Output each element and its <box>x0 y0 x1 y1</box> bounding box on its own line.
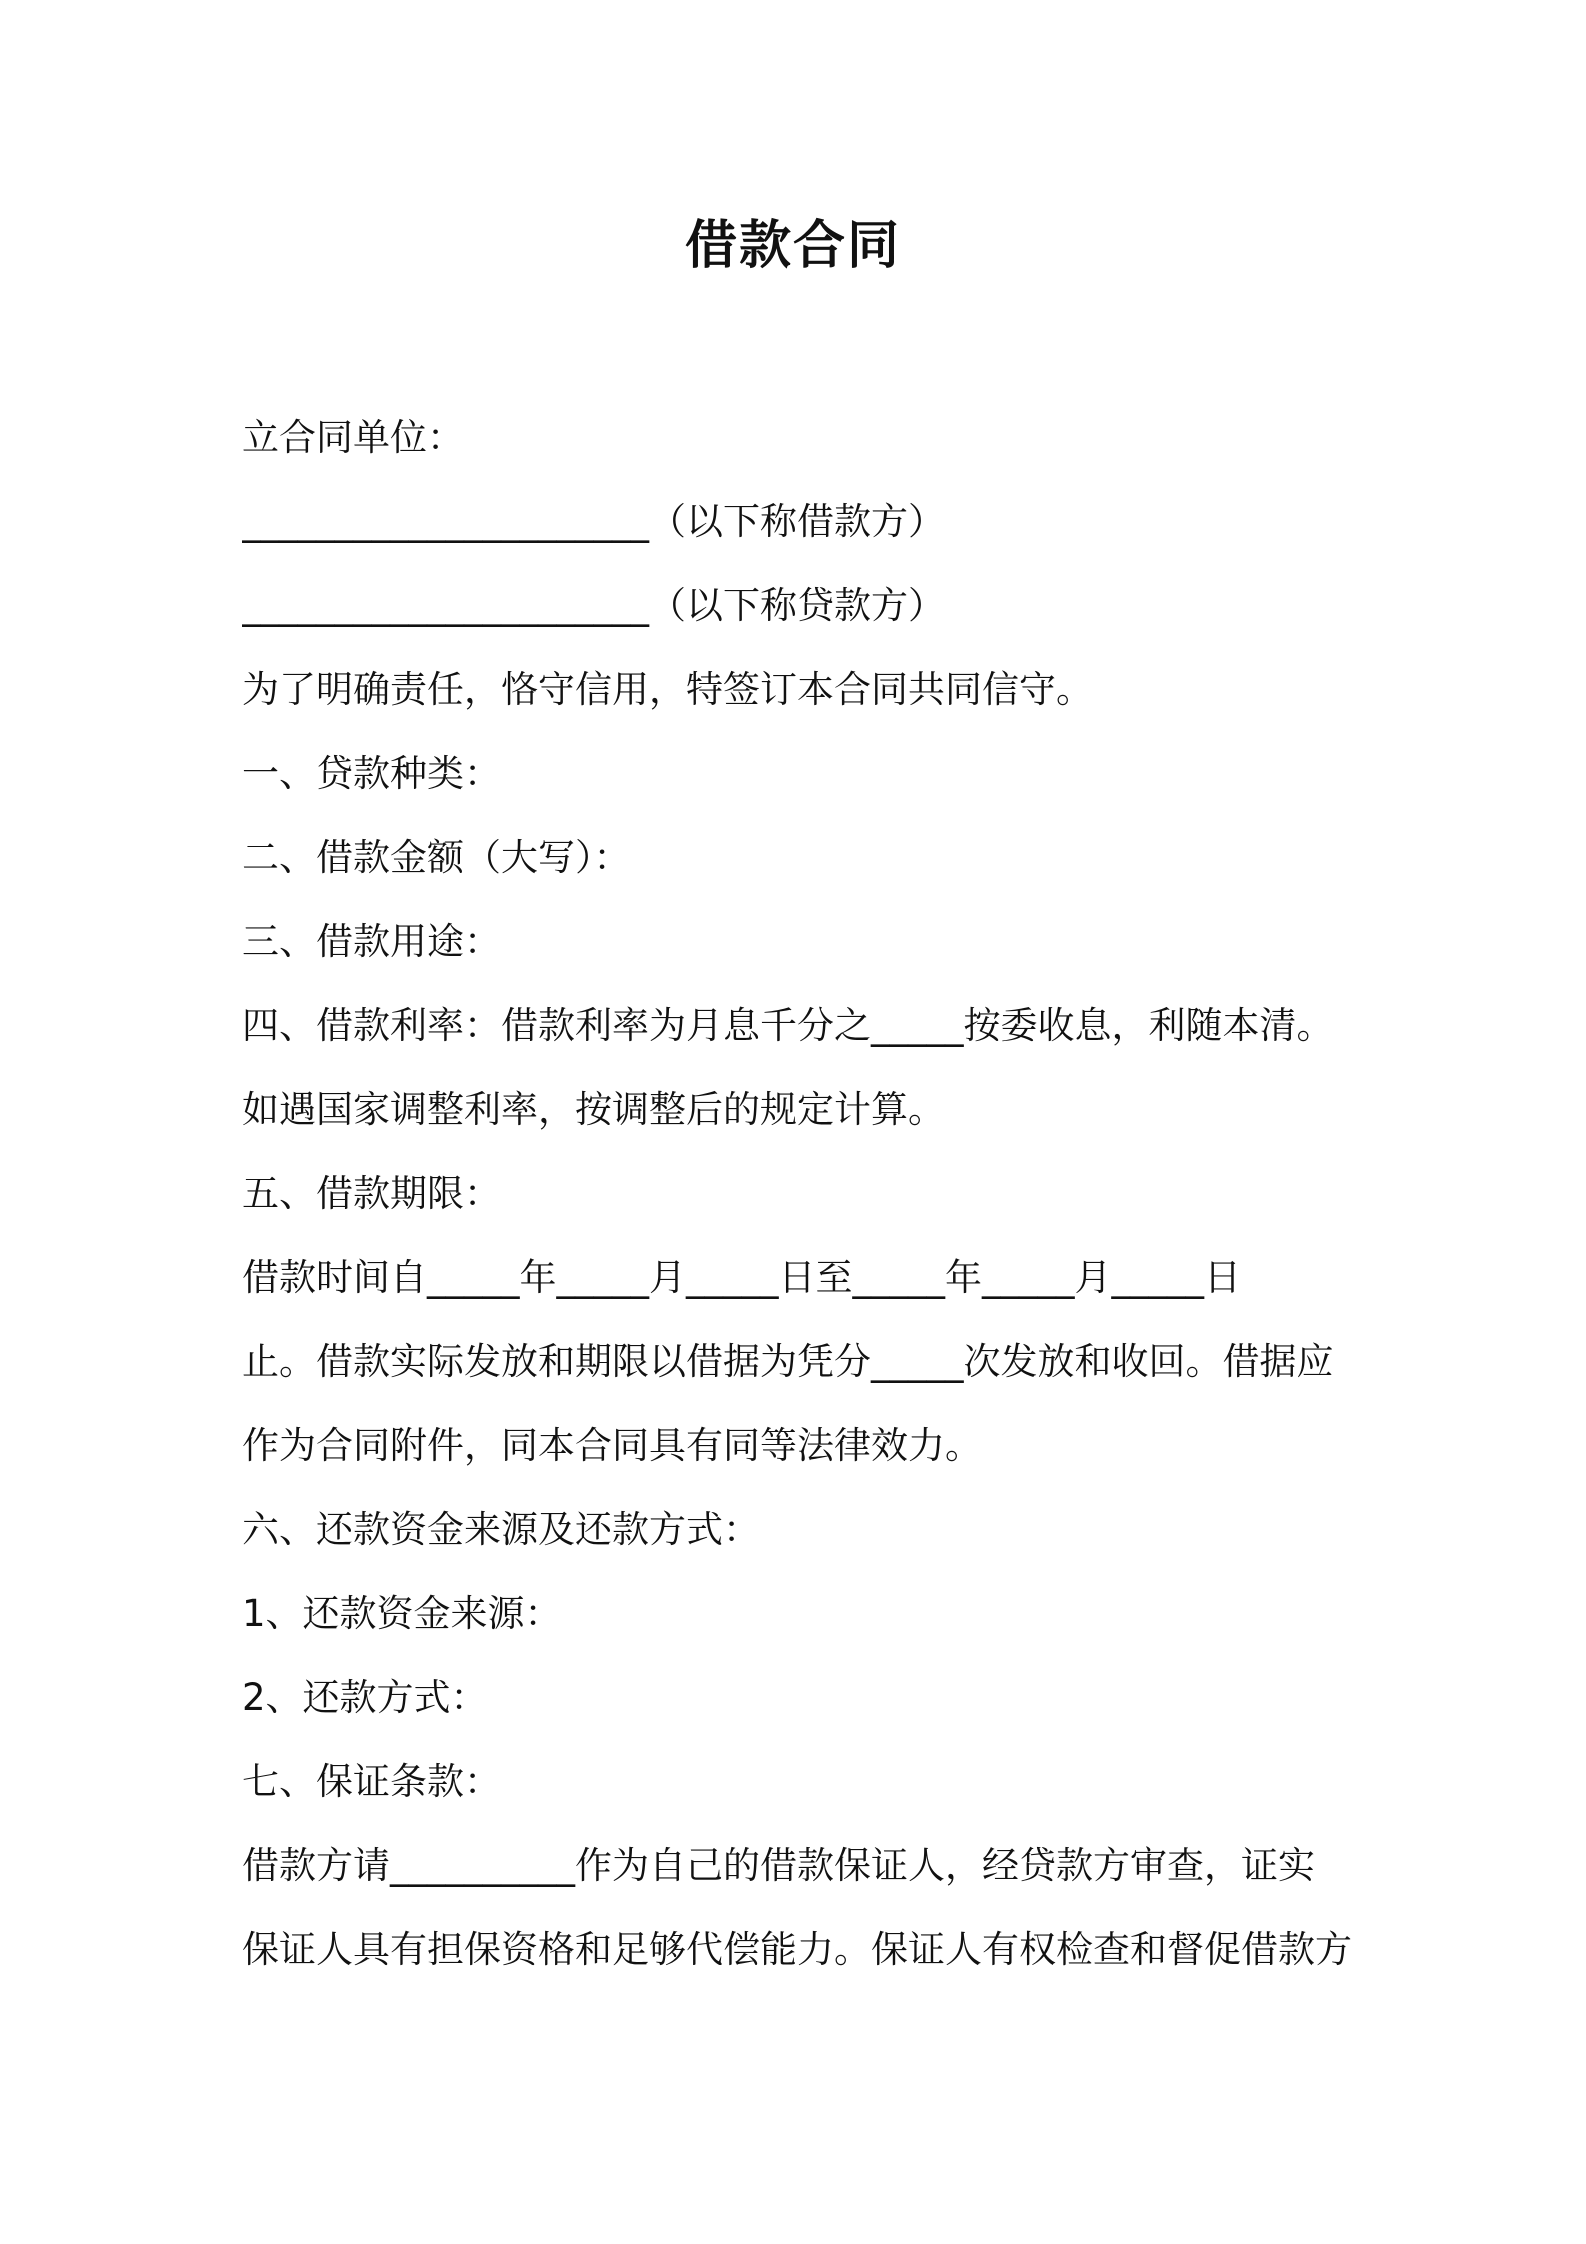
clause-loan-term: 五、借款期限： <box>242 1172 501 1215</box>
borrower-line: ______________________（以下称借款方） <box>242 500 945 543</box>
repayment-method: 2、还款方式： <box>242 1676 488 1719</box>
clause-loan-purpose: 三、借款用途： <box>242 920 501 963</box>
document-title: 借款合同 <box>684 216 901 276</box>
party-heading: 立合同单位： <box>242 416 464 459</box>
lender-line: ______________________（以下称贷款方） <box>242 584 945 627</box>
loan-term-disbursement: 止。借款实际发放和期限以借据为凭分_____次发放和收回。借据应 <box>242 1340 1334 1383</box>
document-body <box>242 402 1352 1998</box>
preamble-line: 为了明确责任，恪守信用，特签订本合同共同信守。 <box>242 668 1093 711</box>
clause-interest-rate-continued: 如遇国家调整利率，按调整后的规定计算。 <box>242 1088 945 1131</box>
clause-loan-amount: 二、借款金额（大写）： <box>242 836 631 879</box>
loan-term-dates: 借款时间自_____年_____月_____日至_____年_____月_____日 <box>242 1256 1241 1299</box>
guarantee-text-2: 保证人具有担保资格和足够代偿能力。保证人有权检查和督促借款方 <box>242 1928 1352 1971</box>
clause-interest-rate: 四、借款利率：借款利率为月息千分之_____按委收息，利随本清。 <box>242 1004 1334 1047</box>
loan-term-attachment: 作为合同附件，同本合同具有同等法律效力。 <box>242 1424 982 1467</box>
repayment-source: 1、还款资金来源： <box>242 1592 562 1635</box>
guarantee-text-1: 借款方请__________作为自己的借款保证人，经贷款方审查，证实 <box>242 1844 1315 1887</box>
clause-guarantee: 七、保证条款： <box>242 1760 501 1803</box>
clause-repayment: 六、还款资金来源及还款方式： <box>242 1508 760 1551</box>
clause-loan-type: 一、贷款种类： <box>242 752 501 795</box>
